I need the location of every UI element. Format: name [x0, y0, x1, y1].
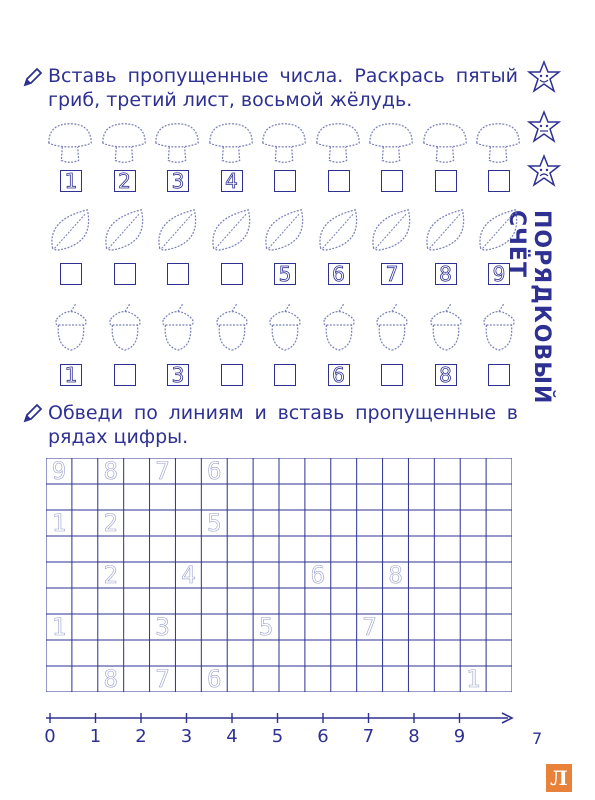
tracing-digit: 8 — [103, 457, 118, 485]
leaf-picture — [205, 206, 257, 258]
answer-box[interactable]: 1 — [60, 364, 82, 386]
number-line-label: 5 — [271, 726, 284, 747]
answer-box[interactable] — [328, 170, 350, 192]
star-neutral-icon — [527, 110, 561, 144]
answer-box[interactable] — [488, 170, 510, 192]
leaf-picture — [365, 206, 417, 258]
tracing-digit: 1 — [465, 665, 481, 693]
star-smile-icon — [527, 60, 561, 94]
leaf-picture — [44, 206, 96, 258]
tracing-digit: 1 — [51, 509, 67, 537]
answer-box[interactable]: 2 — [114, 170, 136, 192]
answer-box[interactable] — [221, 364, 243, 386]
tracing-digit: 8 — [103, 665, 118, 693]
number-line-label: 0 — [44, 726, 56, 747]
task-1-text: Вставь пропущенные числа. Раскрась пятый гриб, третий лист, восьмой жёлудь. — [48, 65, 518, 111]
tracing-digit: 5 — [258, 613, 274, 641]
answer-box[interactable]: 9 — [488, 263, 510, 285]
star-sad-icon — [527, 154, 561, 188]
tracing-digit: 2 — [103, 509, 118, 537]
tracing-digit: 6 — [207, 457, 222, 485]
mushroom-picture — [98, 118, 150, 170]
acorn-picture — [44, 300, 96, 352]
number-line-label: 3 — [180, 726, 193, 747]
answer-box[interactable]: 8 — [435, 364, 457, 386]
leaf-picture — [151, 206, 203, 258]
tracing-digit: 4 — [181, 561, 196, 589]
mushroom-picture — [365, 118, 417, 170]
answer-box[interactable]: 7 — [381, 263, 403, 285]
number-line-label: 8 — [408, 726, 420, 747]
answer-box[interactable] — [60, 263, 82, 285]
acorn-picture — [365, 300, 417, 352]
answer-box[interactable]: 1 — [60, 170, 82, 192]
acorn-picture — [98, 300, 150, 352]
mushroom-picture — [151, 118, 203, 170]
leaf-picture — [98, 206, 150, 258]
answer-box[interactable]: 4 — [221, 170, 243, 192]
answer-box[interactable]: 3 — [167, 170, 189, 192]
number-line-label: 6 — [317, 726, 329, 747]
acorn-picture — [419, 300, 471, 352]
task-2-text: Обведи по линиям и вставь пропущенные в рядах цифры. — [48, 402, 518, 448]
answer-box[interactable] — [167, 263, 189, 285]
answer-box[interactable]: 5 — [274, 263, 296, 285]
answer-box[interactable] — [114, 364, 136, 386]
answer-box[interactable]: 8 — [435, 263, 457, 285]
side-title: ПОРЯДКОВЫЙ СЧЁТ — [504, 210, 554, 405]
pencil-icon — [22, 66, 44, 88]
acorn-picture — [258, 300, 310, 352]
mushroom-picture — [472, 118, 524, 170]
acorn-picture — [151, 300, 203, 352]
tracing-digit: 9 — [51, 457, 67, 485]
mushroom-picture — [419, 118, 471, 170]
tracing-digit: 7 — [155, 665, 170, 693]
mushroom-picture — [258, 118, 310, 170]
number-line-label: 1 — [89, 726, 102, 747]
mushroom-picture — [312, 118, 364, 170]
tracing-digit: 5 — [207, 509, 222, 537]
mushroom-picture — [44, 118, 96, 170]
acorn-picture — [312, 300, 364, 352]
mushroom-picture — [205, 118, 257, 170]
tracing-digit: 1 — [51, 613, 67, 641]
number-line-label: 2 — [135, 726, 147, 747]
number-line-label: 7 — [362, 726, 375, 747]
pencil-icon — [22, 402, 44, 424]
publisher-logo: Л — [546, 764, 572, 792]
answer-box[interactable]: 3 — [167, 364, 189, 386]
answer-box[interactable] — [274, 364, 296, 386]
tracing-digit: 7 — [155, 457, 170, 485]
leaf-picture — [312, 206, 364, 258]
tracing-digit: 6 — [207, 665, 222, 693]
number-line — [46, 708, 516, 728]
acorn-picture — [205, 300, 257, 352]
page-number: 7 — [532, 729, 543, 748]
leaf-picture — [419, 206, 471, 258]
answer-box[interactable]: 6 — [328, 364, 350, 386]
tracing-digit: 8 — [388, 561, 403, 589]
acorn-picture — [472, 300, 524, 352]
tracing-digit: 3 — [155, 613, 170, 641]
tracing-digit: 2 — [103, 561, 118, 589]
answer-box[interactable] — [435, 170, 457, 192]
leaf-picture — [258, 206, 310, 258]
answer-box[interactable] — [381, 170, 403, 192]
answer-box[interactable] — [114, 263, 136, 285]
answer-box[interactable] — [488, 364, 510, 386]
leaf-picture — [472, 206, 524, 258]
answer-box[interactable] — [221, 263, 243, 285]
number-line-label: 4 — [226, 726, 238, 747]
answer-box[interactable] — [274, 170, 296, 192]
tracing-digit: 7 — [362, 613, 377, 641]
answer-box[interactable]: 6 — [328, 263, 350, 285]
answer-box[interactable] — [381, 364, 403, 386]
number-line-label: 9 — [453, 726, 466, 747]
tracing-digit: 6 — [310, 561, 326, 589]
